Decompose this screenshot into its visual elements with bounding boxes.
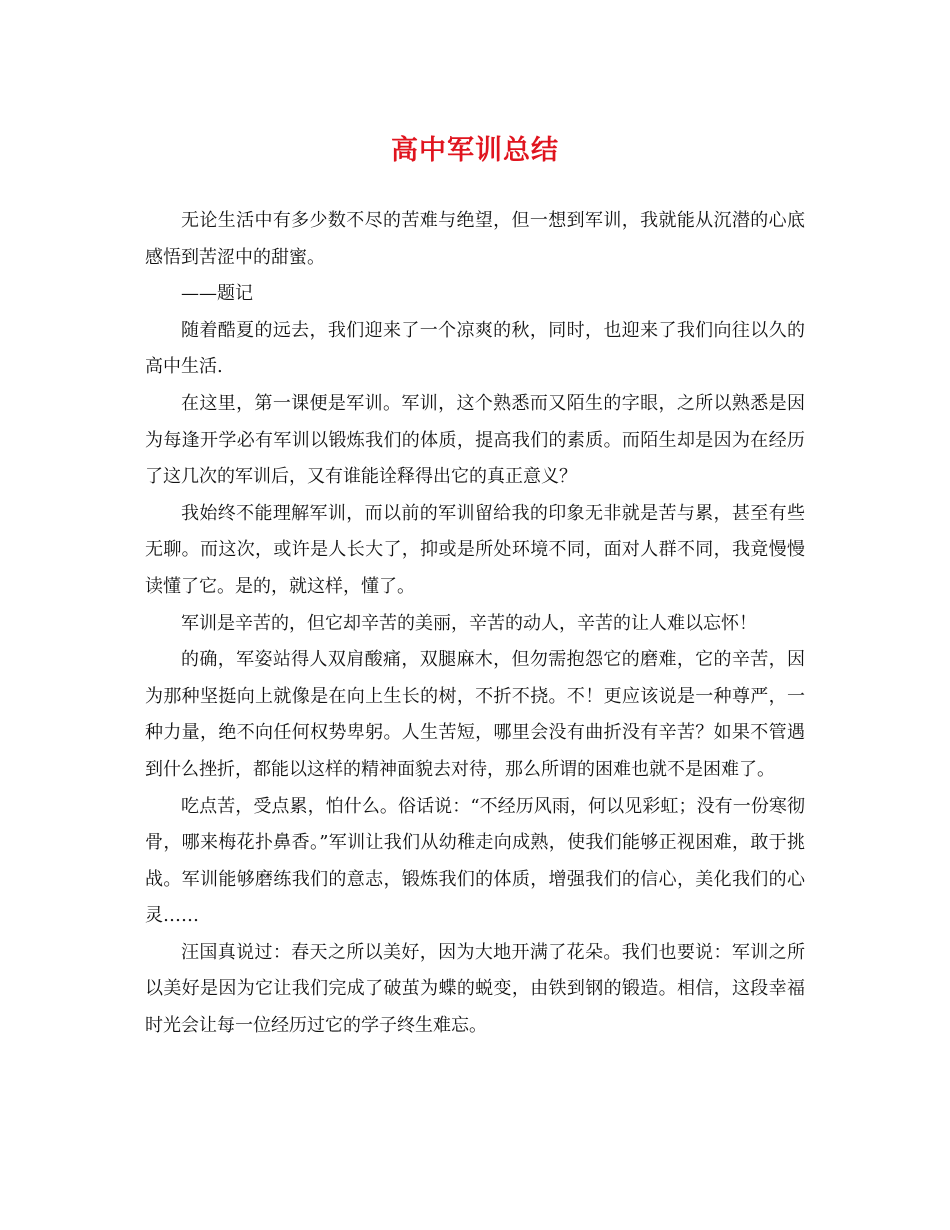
paragraph-epigraph-attribution: ——题记: [181, 283, 253, 305]
paragraph: 在这里，第一课便是军训。军训，这个熟悉而又陌生的字眼，之所以熟悉是因为每逢开学必有军训以锻炼我们的体质，提高我们的素质。而陌生却是因为在经历了这几次的军训后，又有谁能诠释得出它的真正意义？: [145, 392, 805, 488]
paragraph: 吃点苦，受点累，怕什么。俗话说：“不经历风雨，何以见彩虹；没有一份寒彻骨，哪来梅花扑鼻香。”军训让我们从幼稚走向成熟，使我们能够正视困难，敢于挑战。军训能够磨练我们的意志，锻炼我们的体质，增强我们的信心，美化我们的心灵……: [145, 795, 805, 927]
paragraph: 军训是辛苦的，但它却辛苦的美丽，辛苦的动人，辛苦的让人难以忘怀！: [181, 612, 757, 634]
paragraph: 随着酷夏的远去，我们迎来了一个凉爽的秋，同时，也迎来了我们向往以久的高中生活.: [145, 319, 805, 378]
paragraph: 的确，军姿站得人双肩酸痛，双腿麻木，但勿需抱怨它的磨难，它的辛苦，因为那种坚挺向上就像是在向上生长的树，不折不挠。不！更应该说是一种尊严，一种力量，绝不向任何权势卑躬。人生苦短，哪里会没有曲折没有辛苦？如果不管遇到什么挫折，都能以这样的精神面貌去对待，那么所谓的困难也就不是困难了。: [145, 649, 805, 780]
paragraph: 我始终不能理解军训，而以前的军训留给我的印象无非就是苦与累，甚至有些无聊。而这次，或许是人长大了，抑或是所处环境不同，面对人群不同，我竟慢慢读懂了它。是的，就这样，懂了。: [145, 502, 805, 597]
paragraph: 汪国真说过：春天之所以美好，因为大地开满了花朵。我们也要说：军训之所以美好是因为它让我们完成了破茧为蝶的蜕变，由铁到钢的锻造。相信，这段幸福时光会让每一位经历过它的学子终生难忘。: [145, 941, 805, 1037]
paragraph-epigraph: 无论生活中有多少数不尽的苦难与绝望，但一想到军训，我就能从沉潜的心底感悟到苦涩中的甜蜜。: [145, 210, 805, 268]
page-title: 高中军训总结: [391, 135, 559, 166]
document-body: [145, 203, 805, 1045]
